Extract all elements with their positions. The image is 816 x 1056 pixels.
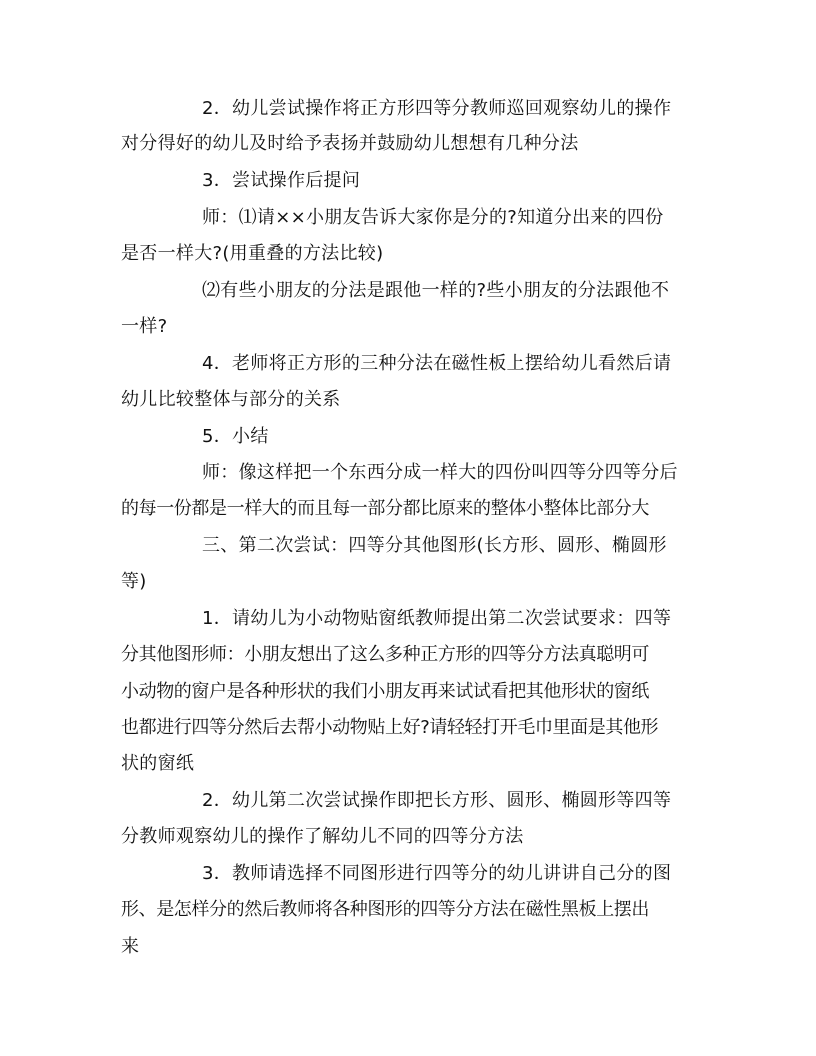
paragraph-line: 一样?	[121, 316, 168, 337]
paragraph-line: 是否一样大?(用重叠的方法比较)	[121, 243, 384, 264]
paragraph-line: 来	[121, 936, 140, 957]
paragraph-line: 2．幼儿尝试操作将正方形四等分教师巡回观察幼儿的操作	[202, 98, 672, 119]
paragraph-line: 师：⑴请××小朋友告诉大家你是分的?知道分出来的四份	[202, 207, 664, 228]
paragraph-line: 形、是怎样分的然后教师将各种图形的四等分方法在磁性黑板上摆出	[121, 899, 649, 920]
paragraph-line: 对分得好的幼儿及时给予表扬并鼓励幼儿想想有几种分法	[121, 133, 579, 154]
paragraph-line: 等)	[121, 571, 147, 592]
paragraph-line: 幼儿比较整体与部分的关系	[121, 389, 341, 410]
paragraph-line: 的每一份都是一样大的而且每一部分都比原来的整体小整体比部分大	[121, 498, 649, 519]
paragraph-line: 3．教师请选择不同图形进行四等分的幼儿讲讲自己分的图	[202, 863, 672, 884]
paragraph-line: 三、第二次尝试：四等分其他图形(长方形、圆形、椭圆形	[202, 535, 667, 556]
paragraph-line: 5．小结	[202, 426, 269, 447]
paragraph-line: 状的窗纸	[121, 753, 195, 774]
paragraph-line: ⑵有些小朋友的分法是跟他一样的?些小朋友的分法跟他不	[202, 280, 670, 301]
paragraph-line: 分其他图形师：小朋友想出了这么多种正方形的四等分方法真聪明可	[121, 644, 649, 665]
paragraph-line: 分教师观察幼儿的操作了解幼儿不同的四等分方法	[121, 826, 524, 847]
paragraph-line: 师：像这样把一个东西分成一样大的四份叫四等分四等分后	[202, 462, 678, 483]
paragraph-line: 2．幼儿第二次尝试操作即把长方形、圆形、椭圆形等四等	[202, 790, 672, 811]
paragraph-line: 1．请幼儿为小动物贴窗纸教师提出第二次尝试要求：四等	[202, 608, 672, 629]
paragraph-line: 也都进行四等分然后去帮小动物贴上好?请轻轻打开毛巾里面是其他形	[121, 717, 659, 738]
paragraph-line: 小动物的窗户是各种形状的我们小朋友再来试试看把其他形状的窗纸	[121, 681, 649, 702]
paragraph-line: 3．尝试操作后提问	[202, 170, 361, 191]
paragraph-line: 4．老师将正方形的三种分法在磁性板上摆给幼儿看然后请	[202, 353, 672, 374]
